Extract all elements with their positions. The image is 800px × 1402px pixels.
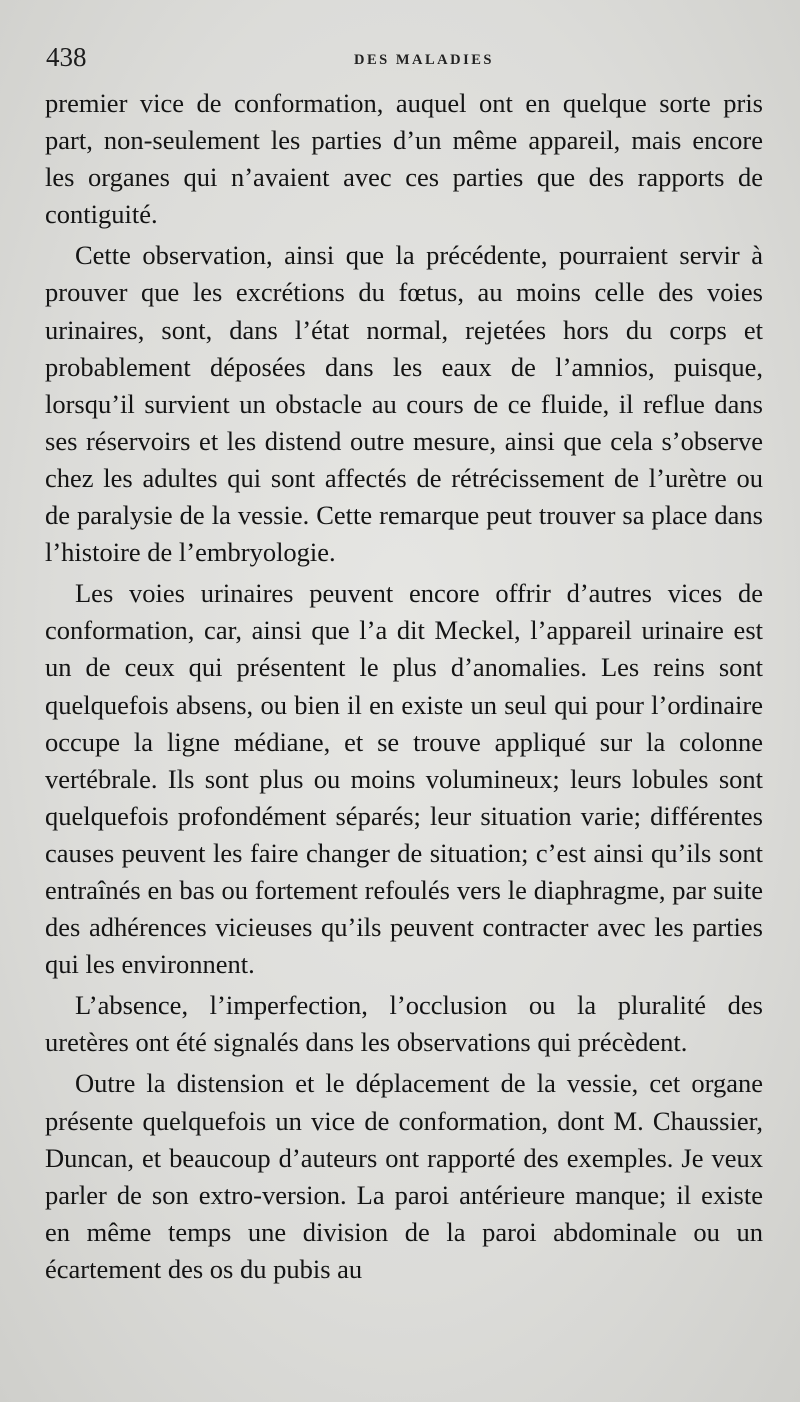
paragraph-observation: Cette observation, ainsi que la précédente, pourraient servir à prouver que les excrétions du fœtus, au moins celle des voies urinaires, sont, dans l’état normal, rejetées hors du corps et probablement déposées dans les eaux de l’amnios, puisque, lorsqu’il survient un obstacle au cours de ce fluide, il reflue dans ses réservoirs et les distend outre mesure, ainsi que cela s’observe chez les adultes qui sont affectés de rétrécissement de l’urètre ou de paralysie de la vessie. Cette remarque peut trouver sa place dans l’histoire de l’embryologie. [45,240,763,568]
page-header [46,42,762,76]
paragraph-ureters: L’absence, l’imperfection, l’occlusion ou la pluralité des uretères ont été signalés dans les observations qui précèdent. [45,990,763,1058]
page-body [45,85,763,1288]
paragraph-continuation: premier vice de conformation, auquel ont en quelque sorte pris part, non-seulement les parties d’un même appareil, mais encore les organes qui n’avaient avec ces parties que des rapports de contiguité. [45,88,763,230]
paragraph-bladder: Outre la distension et le déplacement de la vessie, cet organe présente quelquefois un vice de conformation, dont M. Chaussier, Duncan, et beaucoup d’auteurs ont rapporté des exemples. Je veux parler de son extro-version. La paroi antérieure manque; il existe en même temps une division de la paroi abdominale ou un écartement des os du pubis au [45,1068,763,1284]
paragraph-urinary-anomalies: Les voies urinaires peuvent encore offrir d’autres vices de conformation, car, ainsi que l’a dit Meckel, l’appareil urinaire est un de ceux qui présentent le plus d’anomalies. Les reins sont quelquefois absens, ou bien il en existe un seul qui pour l’ordinaire occupe la ligne médiane, et se trouve appliqué sur la colonne vertébrale. Ils sont plus ou moins volumineux; leurs lobules sont quelquefois profondément séparés; leur situation varie; différentes causes peuvent les faire changer de situation; c’est ainsi qu’ils sont entraînés en bas ou fortement refoulés vers le diaphragme, par suite des adhérences vicieuses qu’ils peuvent contracter avec les parties qui les environnent. [45,578,763,980]
page-number: 438 [46,42,87,72]
running-head: DES MALADIES [354,52,494,68]
